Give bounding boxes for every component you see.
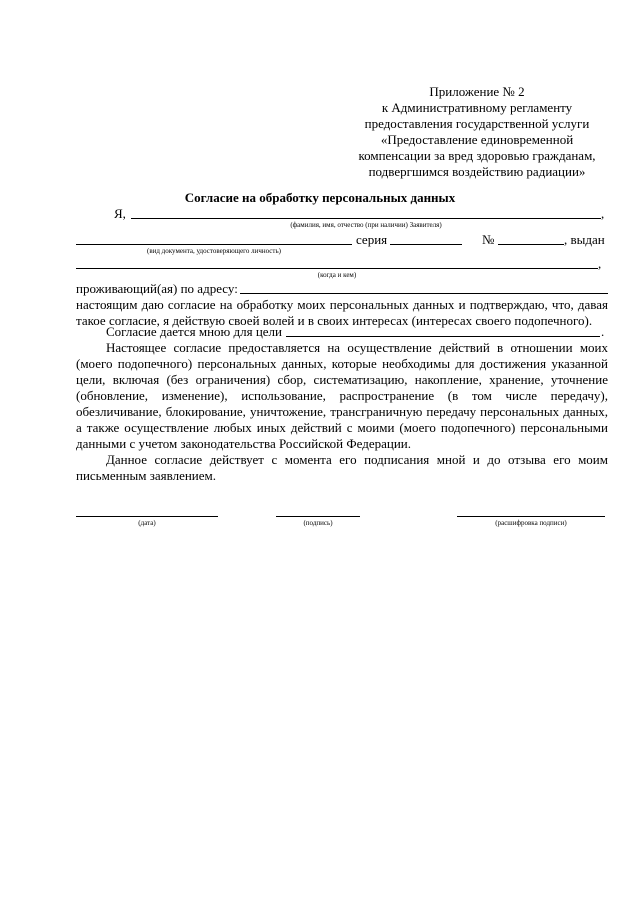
series-field[interactable]: [390, 244, 462, 245]
consent-paragraph: настоящим даю согласие на обработку моих персональных данных и подтверждаю, что, давая такое согласие, я действую своей волей и в своих интересах (интересах своего подопечного).: [76, 297, 608, 328]
number-field[interactable]: [498, 244, 564, 245]
header-line: подвергшимся воздействию радиации»: [368, 164, 586, 179]
document-type-field[interactable]: [76, 244, 352, 245]
header-line: Приложение № 2: [429, 84, 525, 99]
signature-field[interactable]: [276, 516, 360, 517]
fio-field[interactable]: [131, 218, 601, 219]
actions-paragraph: Настоящее согласие предоставляется на осуществление действий в отношении моих (моего подопечного) персональных данных, которые необходимы для достижения указанной цели, включая (без ограничения) сбор, систематизацию, накопление, хранение, уточнение (обновление, изменение), использование, распространение (в том числе передачу), обезличивание, блокирование, уничтожение, трансграничную передачу персональных данных, а также осуществление любых иных действий с моими (моего подопечного) персональными данными с учетом законодательства Российской Федерации.: [76, 340, 608, 451]
header-line: к Административному регламенту: [381, 100, 573, 115]
issued-by-field[interactable]: [76, 268, 598, 269]
issued-caption: (когда и кем): [317, 271, 357, 279]
document-caption: (вид документа, удостоверяющего личность): [146, 247, 281, 255]
number-label: №: [482, 232, 495, 247]
ya-label: Я,: [114, 206, 126, 221]
fio-comma: ,: [601, 206, 605, 221]
address-field[interactable]: [240, 293, 608, 294]
signature-decoding-field[interactable]: [457, 516, 605, 517]
validity-paragraph: Данное согласие действует с момента его подписания мной и до отзыва его моим письменным заявлением.: [76, 452, 608, 483]
purpose-dot: .: [601, 324, 605, 339]
date-field[interactable]: [76, 516, 218, 517]
signature-caption: (подпись): [303, 519, 333, 527]
header-line: компенсации за вред здоровью гражданам,: [358, 148, 596, 163]
appendix-header: [352, 84, 602, 180]
fio-caption: (фамилия, имя, отчество (при наличии) Заявителя): [290, 221, 442, 229]
address-label: проживающий(ая) по адресу:: [76, 281, 238, 296]
purpose-field[interactable]: [286, 336, 600, 337]
purpose-label: Согласие дается мною для цели: [106, 324, 282, 339]
issued-comma: ,: [598, 256, 602, 271]
issued-label: , выдан: [564, 232, 605, 247]
document-title: Согласие на обработку персональных данных: [184, 190, 456, 205]
header-line: предоставления государственной услуги: [364, 116, 590, 131]
date-caption: (дата): [138, 519, 156, 527]
signature-decoding-caption: (расшифровка подписи): [495, 519, 567, 527]
header-line: «Предоставление единовременной: [380, 132, 574, 147]
series-label: серия: [356, 232, 388, 247]
